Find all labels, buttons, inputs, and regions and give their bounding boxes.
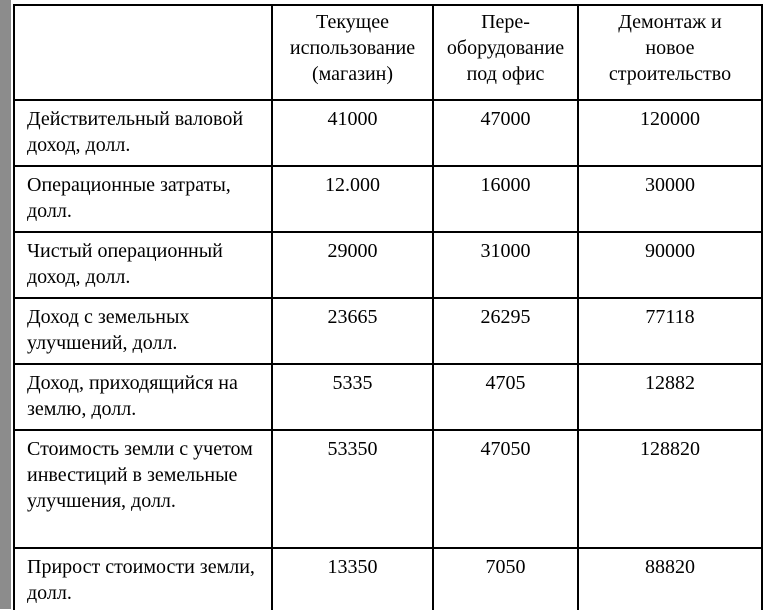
cell-value: 16000 — [433, 166, 578, 232]
row-label: Доход с земельных улучшений, долл. — [14, 298, 272, 364]
cell-value: 41000 — [272, 100, 433, 166]
cell-value: 26295 — [433, 298, 578, 364]
header-line: новое — [645, 37, 695, 59]
header-line: Демонтаж и — [618, 11, 722, 33]
cell-value: 7050 — [433, 548, 578, 610]
table-row — [14, 298, 762, 364]
table-row — [14, 364, 762, 430]
row-label: Чистый операционный доход, долл. — [14, 232, 272, 298]
cell-value: 12882 — [578, 364, 762, 430]
header-line: Текущее — [316, 11, 389, 33]
table-row — [14, 232, 762, 298]
header-row — [14, 5, 762, 100]
row-label: Прирост стоимости земли, долл. — [14, 548, 272, 610]
header-demolition-new-construction — [578, 5, 762, 100]
cell-value: 5335 — [272, 364, 433, 430]
cell-value: 29000 — [272, 232, 433, 298]
cell-value: 4705 — [433, 364, 578, 430]
header-line: использование — [289, 37, 416, 59]
cell-value: 30000 — [578, 166, 762, 232]
row-label: Стоимость земли с учетом инвестиций в земельные улучшения, долл. — [14, 430, 272, 548]
cell-value: 12.000 — [272, 166, 433, 232]
header-line: (магазин) — [311, 63, 394, 85]
cell-value: 31000 — [433, 232, 578, 298]
header-empty-cell — [14, 5, 272, 100]
header-line: Пере- — [481, 11, 530, 33]
header-line: под офис — [466, 63, 545, 85]
comparison-table — [13, 4, 763, 610]
cell-value: 53350 — [272, 430, 433, 548]
header-current-use — [272, 5, 433, 100]
cell-value: 88820 — [578, 548, 762, 610]
cell-value: 23665 — [272, 298, 433, 364]
table-row — [14, 430, 762, 548]
cell-value: 13350 — [272, 548, 433, 610]
header-office-conversion — [433, 5, 578, 100]
cell-value: 47050 — [433, 430, 578, 548]
cell-value: 77118 — [578, 298, 762, 364]
row-label: Операционные затраты, долл. — [14, 166, 272, 232]
header-line: оборудование — [446, 37, 565, 59]
cell-value: 120000 — [578, 100, 762, 166]
row-label: Действительный валовой доход, долл. — [14, 100, 272, 166]
cell-value: 47000 — [433, 100, 578, 166]
row-label: Доход, приходящийся на землю, долл. — [14, 364, 272, 430]
cell-value: 90000 — [578, 232, 762, 298]
left-edge-bar — [0, 0, 11, 609]
table-row — [14, 166, 762, 232]
cell-value: 128820 — [578, 430, 762, 548]
table-row — [14, 548, 762, 610]
header-line: строительство — [608, 63, 732, 85]
table-row — [14, 100, 762, 166]
